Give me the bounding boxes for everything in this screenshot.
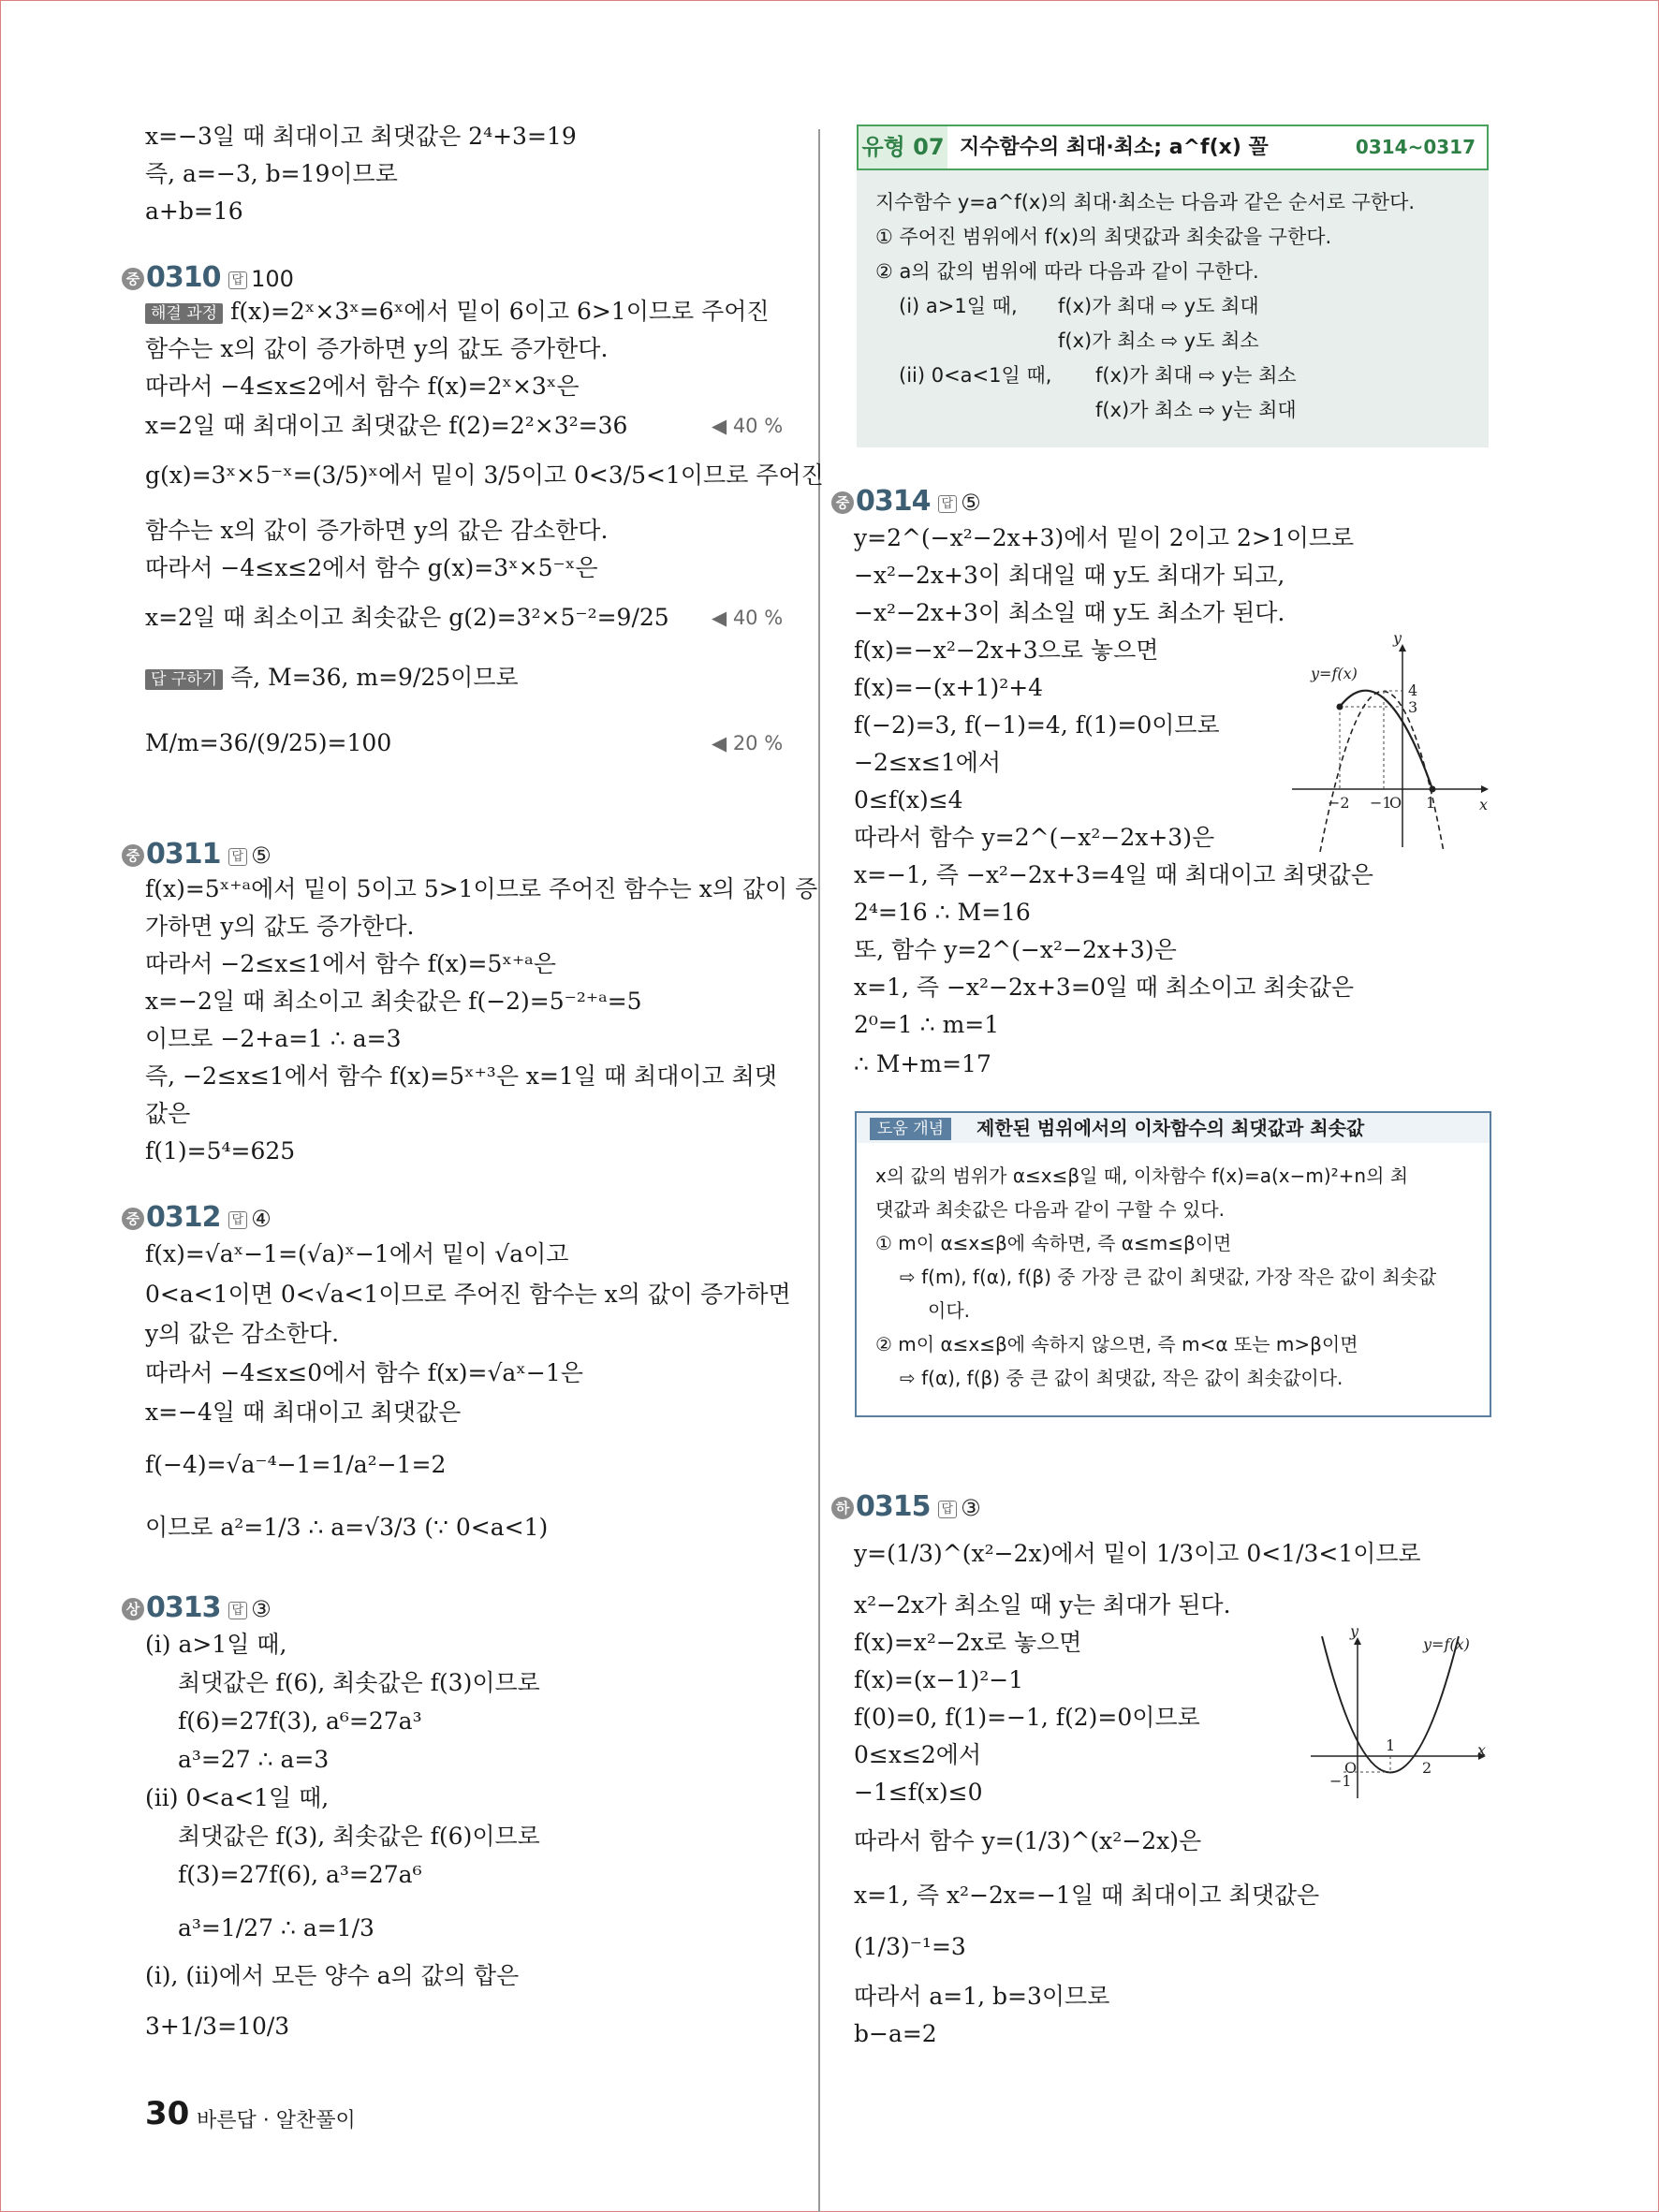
tick-label: 3	[1408, 698, 1418, 716]
origin-label: O	[1344, 1759, 1358, 1777]
level-badge: 중	[122, 268, 144, 290]
problem-line: 0≤f(x)≤4	[854, 786, 963, 813]
problem-line: f(−4)=√a⁻⁴−1=1/a²−1=2	[145, 1451, 447, 1478]
problem-line: x=1, 즉 −x²−2x+3=0일 때 최소이고 최솟값은	[854, 974, 1355, 1001]
answer-label: 답	[938, 495, 958, 513]
problem-header-0310	[122, 261, 294, 294]
y-axis-label: y	[1393, 632, 1402, 647]
problem-line: x=2일 때 최소이고 최솟값은 g(2)=3²×5⁻²=9/25	[145, 604, 669, 631]
problem-number: 0311	[146, 838, 221, 871]
curve-label: y=f(x)	[1311, 665, 1358, 682]
problem-line: 따라서 함수 y=(1/3)^(x²−2x)은	[854, 1827, 1202, 1854]
problem-line: a³=1/27 ∴ a=1/3	[178, 1914, 374, 1941]
answer-label: 답	[228, 271, 248, 289]
answer-label: 답	[938, 1501, 958, 1518]
problem-number: 0315	[856, 1490, 931, 1523]
helper-concept-box	[855, 1111, 1491, 1417]
intro-line: 즉, a=−3, b=19이므로	[145, 160, 398, 187]
type-range: 0314~0317	[1355, 136, 1475, 158]
problem-line: 이므로 −2+a=1 ∴ a=3	[145, 1025, 402, 1052]
type-line: ① 주어진 범위에서 f(x)의 최댓값과 최솟값을 구한다.	[875, 226, 1332, 248]
problem-line: ∴ M+m=17	[854, 1050, 991, 1077]
type-line: f(x)가 최대 ⇨ y는 최소	[1095, 364, 1297, 387]
graph-0314	[1292, 632, 1493, 852]
problem-line: x=1, 즉 x²−2x=−1일 때 최대이고 최댓값은	[854, 1882, 1320, 1909]
problem-line: 최댓값은 f(3), 최솟값은 f(6)이므로	[178, 1823, 540, 1850]
problem-line: f(0)=0, f(1)=−1, f(2)=0이므로	[854, 1704, 1200, 1731]
problem-line: f(x)=x²−2x로 놓으면	[854, 1629, 1082, 1656]
level-badge: 중	[831, 491, 854, 514]
problem-line: 따라서 −2≤x≤1에서 함수 f(x)=5ˣ⁺ᵃ은	[145, 950, 556, 977]
problem-line: 즉, −2≤x≤1에서 함수 f(x)=5ˣ⁺³은 x=1일 때 최대이고 최댓	[145, 1062, 777, 1090]
score-percent: ◀ 20 %	[712, 732, 784, 754]
problem-header-0313	[122, 1591, 272, 1624]
problem-line: −x²−2x+3이 최대일 때 y도 최대가 되고,	[854, 562, 1285, 589]
problem-line: f(1)=5⁴=625	[145, 1137, 296, 1165]
type-title: 지수함수의 최대·최소; a^f(x) 꼴	[960, 136, 1269, 159]
problem-line: f(3)=27f(6), a³=27a⁶	[178, 1861, 422, 1888]
problem-line: 함수는 x의 값이 증가하면 y의 값은 감소한다.	[145, 517, 609, 544]
helper-header	[857, 1113, 1490, 1143]
column-divider	[818, 129, 820, 2212]
answer-value: ④	[251, 1206, 272, 1232]
score-percent: ◀ 40 %	[712, 415, 784, 437]
answer-label: 답	[228, 1211, 248, 1229]
intro-line: x=−3일 때 최대이고 최댓값은 2⁴+3=19	[145, 123, 577, 150]
problem-line: 이므로 a²=1/3 ∴ a=√3/3 (∵ 0<a<1)	[145, 1514, 549, 1541]
score-percent: ◀ 40 %	[712, 607, 784, 629]
problem-line: f(x)=(x−1)²−1	[854, 1666, 1024, 1693]
problem-line: a³=27 ∴ a=3	[178, 1746, 330, 1773]
problem-line: x=−4일 때 최대이고 최댓값은	[145, 1399, 462, 1426]
type-line: f(x)가 최소 ⇨ y도 최소	[1058, 330, 1259, 352]
helper-tag: 도움 개념	[870, 1118, 951, 1140]
problem-line: g(x)=3ˣ×5⁻ˣ=(3/5)ˣ에서 밑이 3/5이고 0<3/5<1이므로 주어진	[145, 461, 824, 489]
problem-line: 따라서 −4≤x≤2에서 함수 g(x)=3ˣ×5⁻ˣ은	[145, 554, 598, 581]
type-line: (ii) 0<a<1일 때,	[899, 364, 1052, 387]
problem-line: 따라서 a=1, b=3이므로	[854, 1983, 1110, 2010]
problem-line: f(x)=√aˣ−1=(√a)ˣ−1에서 밑이 √a이고	[145, 1240, 569, 1267]
helper-line: ① m이 α≤x≤β에 속하면, 즉 α≤m≤β이면	[875, 1232, 1232, 1254]
problem-line: b−a=2	[854, 2020, 937, 2047]
helper-line: x의 값의 범위가 α≤x≤β일 때, 이차함수 f(x)=a(x−m)²+n의 최	[875, 1165, 1409, 1187]
level-badge: 중	[122, 1208, 144, 1230]
problem-line: M/m=36/(9/25)=100	[145, 729, 392, 756]
endpoint	[1337, 704, 1343, 710]
problem-line: 따라서 함수 y=2^(−x²−2x+3)은	[854, 824, 1215, 851]
answer-label: 답	[228, 848, 248, 866]
answer-value: ⑤	[961, 490, 981, 516]
type-line: f(x)가 최소 ⇨ y는 최대	[1095, 399, 1297, 421]
problem-line: 0≤x≤2에서	[854, 1741, 982, 1768]
problem-line: 2⁴=16 ∴ M=16	[854, 899, 1031, 926]
problem-line: f(6)=27f(3), a⁶=27a³	[178, 1707, 422, 1735]
answer-value: ⑤	[251, 842, 272, 869]
helper-line: 댓값과 최솟값은 다음과 같이 구할 수 있다.	[875, 1198, 1225, 1221]
x-axis-label: x	[1479, 796, 1489, 813]
endpoint	[1430, 786, 1436, 793]
graph-0315	[1311, 1627, 1493, 1800]
problem-line: (i) a>1일 때,	[145, 1631, 287, 1658]
parabola-segment	[1340, 691, 1432, 789]
answer-tag: 답 구하기	[145, 669, 223, 690]
type-line: (i) a>1일 때,	[899, 295, 1018, 317]
type-line: f(x)가 최대 ⇨ y도 최대	[1058, 295, 1259, 317]
helper-line: 이다.	[928, 1299, 970, 1322]
x-axis-arrow	[1481, 785, 1489, 793]
problem-line: y=(1/3)^(x²−2x)에서 밑이 1/3이고 0<1/3<1이므로	[854, 1540, 1421, 1567]
problem-number: 0310	[146, 261, 221, 294]
intro-line: a+b=16	[145, 198, 243, 225]
problem-header-0314	[831, 485, 981, 518]
problem-line: (ii) 0<a<1일 때,	[145, 1784, 330, 1811]
type-07-header	[857, 125, 1489, 170]
problem-line: −x²−2x+3이 최소일 때 y도 최소가 된다.	[854, 599, 1285, 626]
problem-line: 또, 함수 y=2^(−x²−2x+3)은	[854, 936, 1177, 963]
answer-label: 답	[228, 1602, 248, 1619]
answer-value: ③	[961, 1495, 981, 1521]
problem-line: 2⁰=1 ∴ m=1	[854, 1011, 1000, 1038]
problem-line: f(x)=−x²−2x+3으로 놓으면	[854, 637, 1159, 664]
helper-line: ⇨ f(α), f(β) 중 큰 값이 최댓값, 작은 값이 최솟값이다.	[900, 1367, 1343, 1389]
problem-line: (i), (ii)에서 모든 양수 a의 값의 합은	[145, 1962, 520, 1989]
origin-label: O	[1389, 794, 1402, 812]
problem-line: x=−1, 즉 −x²−2x+3=4일 때 최대이고 최댓값은	[854, 861, 1373, 888]
problem-line: x=2일 때 최대이고 최댓값은 f(2)=2²×3²=36	[145, 412, 628, 439]
tick-label: 1	[1426, 794, 1436, 812]
problem-line: f(x)=−(x+1)²+4	[854, 674, 1044, 701]
curve-label: y=f(x)	[1423, 1635, 1470, 1653]
problem-line: (1/3)⁻¹=3	[854, 1933, 966, 1960]
problem-line: 최댓값은 f(6), 최솟값은 f(3)이므로	[178, 1669, 540, 1696]
problem-line: 값은	[145, 1100, 191, 1127]
footer-title: 바른답 · 알찬풀이	[197, 2109, 356, 2132]
helper-line: ⇨ f(m), f(α), f(β) 중 가장 큰 값이 최댓값, 가장 작은 값이 최솟값	[900, 1266, 1437, 1288]
type-line: 지수함수 y=a^f(x)의 최대·최소는 다음과 같은 순서로 구한다.	[875, 191, 1416, 213]
problem-line: 가하면 y의 값도 증가한다.	[145, 913, 415, 940]
helper-title: 제한된 범위에서의 이차함수의 최댓값과 최솟값	[976, 1117, 1365, 1139]
process-tag: 해결 과정	[145, 303, 223, 324]
tick-label: 1	[1386, 1736, 1396, 1754]
problem-line: y의 값은 감소한다.	[145, 1320, 340, 1347]
problem-line: f(−2)=3, f(−1)=4, f(1)=0이므로	[854, 711, 1220, 739]
tick-label: 2	[1422, 1759, 1432, 1777]
problem-line: x=−2일 때 최소이고 최솟값은 f(−2)=5⁻²⁺ᵃ=5	[145, 988, 642, 1015]
level-badge: 중	[122, 844, 144, 867]
helper-line: ② m이 α≤x≤β에 속하지 않으면, 즉 m<α 또는 m>β이면	[875, 1333, 1358, 1355]
tick-label: −2	[1328, 794, 1350, 812]
problem-header-0315	[831, 1490, 981, 1523]
page-number: 30	[145, 2095, 190, 2132]
problem-number: 0313	[146, 1591, 221, 1624]
problem-header-0312	[122, 1201, 272, 1234]
level-badge: 하	[831, 1497, 854, 1519]
problem-line: 함수는 x의 값이 증가하면 y의 값도 증가한다.	[145, 335, 609, 362]
type-07-box	[857, 125, 1489, 447]
problem-line: 따라서 −4≤x≤2에서 함수 f(x)=2ˣ×3ˣ은	[145, 373, 580, 400]
problem-line: f(x)=5ˣ⁺ᵃ에서 밑이 5이고 5>1이므로 주어진 함수는 x의 값이 증	[145, 875, 818, 902]
problem-line: y=2^(−x²−2x+3)에서 밑이 2이고 2>1이므로	[854, 524, 1355, 551]
type-line: ② a의 값의 범위에 따라 다음과 같이 구한다.	[875, 260, 1259, 283]
problem-line: x²−2x가 최소일 때 y는 최대가 된다.	[854, 1591, 1231, 1619]
y-axis-label: y	[1350, 1627, 1359, 1640]
tick-label: −1	[1329, 1772, 1352, 1790]
x-axis-label: x	[1477, 1741, 1487, 1759]
problem-line: 답 구하기 즉, M=36, m=9/25이므로	[145, 664, 519, 692]
level-badge: 상	[122, 1598, 144, 1620]
problem-line: −2≤x≤1에서	[854, 749, 1002, 776]
answer-value: 100	[251, 266, 294, 292]
problem-header-0311	[122, 838, 272, 871]
answer-value: ③	[251, 1596, 272, 1622]
tick-label: 4	[1408, 681, 1418, 699]
tick-label: −1	[1370, 794, 1392, 812]
problem-line: 0<a<1이면 0<√a<1이므로 주어진 함수는 x의 값이 증가하면	[145, 1281, 791, 1308]
problem-line: 3+1/3=10/3	[145, 2013, 290, 2040]
problem-number: 0314	[856, 485, 931, 518]
problem-line: 해결 과정 f(x)=2ˣ×3ˣ=6ˣ에서 밑이 6이고 6>1이므로 주어진	[145, 298, 770, 326]
problem-line: 따라서 −4≤x≤0에서 함수 f(x)=√aˣ−1은	[145, 1359, 583, 1386]
type-label: 유형 07	[859, 126, 947, 168]
problem-number: 0312	[146, 1201, 221, 1234]
problem-line: −1≤f(x)≤0	[854, 1779, 983, 1806]
